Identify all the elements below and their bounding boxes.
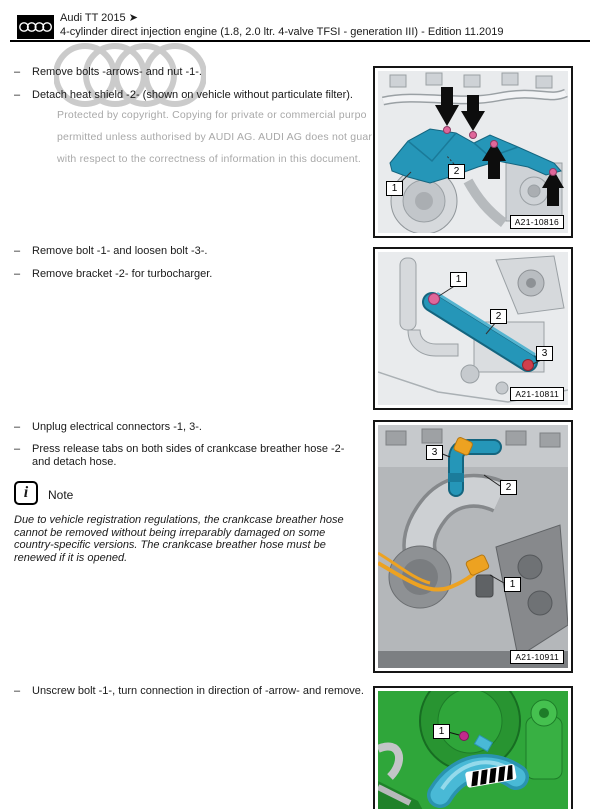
figure4-callout-1: 1 bbox=[433, 724, 450, 739]
copyright-line: Protected by copyright. Copying for private or commercial purpo bbox=[57, 109, 367, 121]
step-text: Remove bracket -2- for turbocharger. bbox=[32, 268, 213, 280]
step-remove-bolt bbox=[14, 245, 364, 258]
figure2-callout-2: 2 bbox=[490, 309, 507, 324]
list-dash: – bbox=[14, 89, 21, 101]
header-model-title: Audi TT 2015 ➤ bbox=[60, 12, 138, 24]
figure1-illustration bbox=[378, 71, 568, 233]
note-label: Note bbox=[48, 488, 74, 502]
copyright-line: with respect to the correctness of information in this document. bbox=[57, 153, 362, 165]
figure2-part-number: A21-10811 bbox=[510, 387, 564, 401]
figure3-illustration bbox=[378, 425, 568, 668]
step-text: Unscrew bolt -1-, turn connection in direction of -arrow- and remove. bbox=[32, 685, 364, 697]
step-unscrew-bolt bbox=[14, 685, 364, 698]
list-dash: – bbox=[14, 66, 21, 78]
step-text: Remove bolt -1- and loosen bolt -3-. bbox=[32, 245, 208, 257]
list-dash: – bbox=[14, 421, 21, 433]
figure1-part-number: A21-10816 bbox=[510, 215, 564, 229]
figure2-illustration bbox=[378, 252, 568, 405]
step-text: Remove bolts -arrows- and nut -1-. bbox=[32, 66, 202, 78]
list-dash: – bbox=[14, 268, 21, 280]
figure-hose-connection bbox=[373, 686, 573, 809]
copyright-line: permitted unless authorised by AUDI AG. AUDI AG does not guar bbox=[57, 131, 373, 143]
figure-turbo-bracket bbox=[373, 247, 573, 410]
figure1-callout-2: 2 bbox=[448, 164, 465, 179]
figure2-callout-1: 1 bbox=[450, 272, 467, 287]
step-detach-heat-shield bbox=[14, 89, 364, 102]
figure3-callout-3: 3 bbox=[426, 445, 443, 460]
step-press-release-tabs bbox=[14, 443, 364, 468]
figure1-callout-1: 1 bbox=[386, 181, 403, 196]
figure3-part-number: A21-10911 bbox=[510, 650, 564, 664]
audi-rings-logo-icon bbox=[17, 15, 54, 39]
step-text: Press release tabs on both sides of crankcase breather hose -2- and detach hose. bbox=[32, 443, 345, 468]
figure-breather-hose bbox=[373, 420, 573, 673]
note-info-icon bbox=[14, 481, 38, 505]
note-icon-glyph: i bbox=[23, 484, 29, 501]
step-text: Detach heat shield -2- (shown on vehicle without particulate filter). bbox=[32, 89, 353, 101]
figure3-callout-1: 1 bbox=[504, 577, 521, 592]
note-body-text: Due to vehicle registration regulations, the crankcase breather hose cannot be removed without being irreparably damaged on some country-specific versions. The crankcase breather hose must be renewed if it is opened. bbox=[14, 514, 344, 564]
step-remove-bracket bbox=[14, 268, 364, 281]
figure4-illustration bbox=[378, 691, 568, 809]
copyright-watermark-text bbox=[57, 104, 375, 170]
list-dash: – bbox=[14, 685, 21, 697]
header-document-title: 4-cylinder direct injection engine (1.8, 2.0 ltr. 4-valve TFSI - generation III) - Edition 11.2019 bbox=[60, 26, 504, 38]
figure3-callout-2: 2 bbox=[500, 480, 517, 495]
figure-heat-shield bbox=[373, 66, 573, 238]
step-text: Unplug electrical connectors -1, 3-. bbox=[32, 421, 202, 433]
list-dash: – bbox=[14, 245, 21, 257]
figure2-callout-3: 3 bbox=[536, 346, 553, 361]
step-unplug-connectors bbox=[14, 421, 364, 434]
list-dash: – bbox=[14, 443, 21, 455]
step-remove-bolts bbox=[14, 66, 364, 79]
